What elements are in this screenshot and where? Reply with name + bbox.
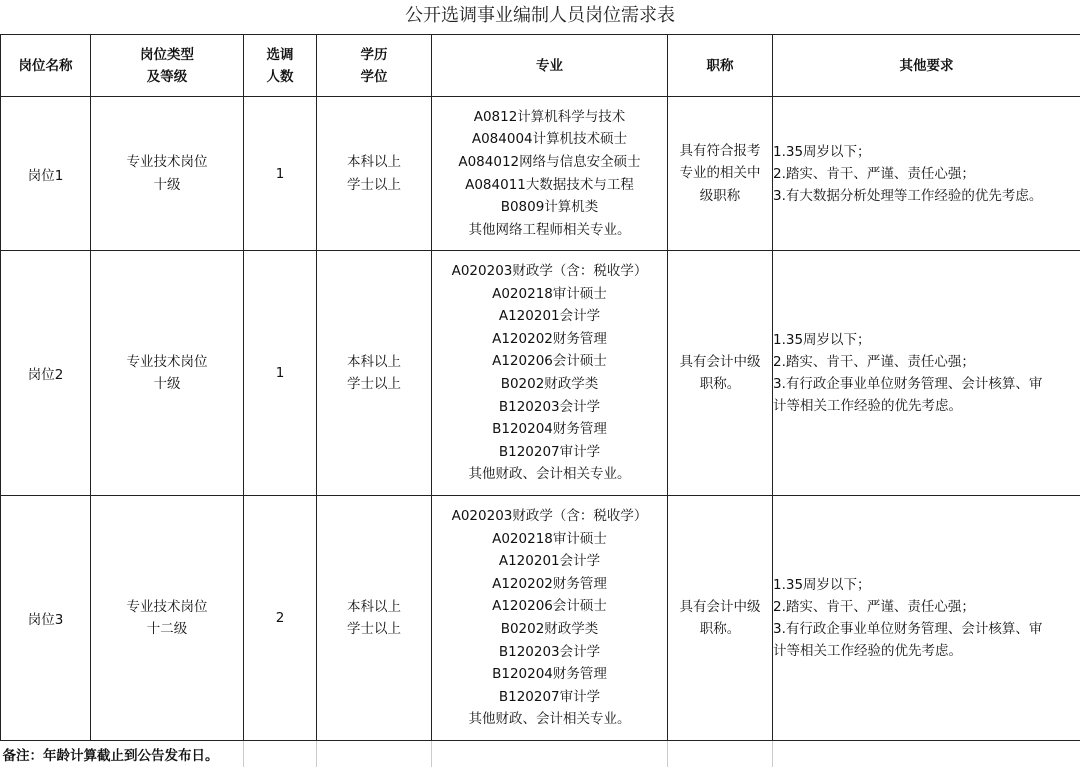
header-count: 选调 人数 <box>244 35 317 97</box>
post-type-cell <box>91 496 244 741</box>
majors-line: B0809计算机类 <box>432 196 667 219</box>
majors-line: 其他网络工程师相关专业。 <box>432 219 667 242</box>
type-line: 十级 <box>91 373 243 396</box>
header-major: 专业 <box>432 35 668 97</box>
header-title-req: 职称 <box>668 35 773 97</box>
other-line: 3.有行政企事业单位财务管理、会计核算、审 <box>773 618 1080 640</box>
majors-line: B120204财务管理 <box>432 663 667 686</box>
majors-line: A084011大数据技术与工程 <box>432 174 667 197</box>
education-cell <box>317 496 432 741</box>
type-line: 十二级 <box>91 618 243 641</box>
post-name-cell: 岗位2 <box>1 251 91 496</box>
title_req-line: 具有符合报考 <box>668 140 772 163</box>
majors-line: 其他财政、会计相关专业。 <box>432 708 667 731</box>
post-type-cell <box>91 97 244 251</box>
majors-line: A020203财政学（含：税收学） <box>432 260 667 283</box>
majors-line: 其他财政、会计相关专业。 <box>432 463 667 486</box>
other-req-cell <box>773 251 1080 496</box>
other-line: 计等相关工作经验的优先考虑。 <box>773 395 1080 417</box>
post-name-cell: 岗位1 <box>1 97 91 251</box>
education-cell <box>317 97 432 251</box>
education-line: 学士以上 <box>317 174 431 197</box>
majors-line: A120202财务管理 <box>432 328 667 351</box>
page-title: 公开选调事业编制人员岗位需求表 <box>0 0 1080 34</box>
type-line: 专业技术岗位 <box>91 351 243 374</box>
other-req-cell <box>773 496 1080 741</box>
education-cell <box>317 251 432 496</box>
majors-line: B0202财政学类 <box>432 373 667 396</box>
other-line: 计等相关工作经验的优先考虑。 <box>773 640 1080 662</box>
count-cell: 2 <box>244 496 317 741</box>
title_req-line: 具有会计中级 <box>668 596 772 619</box>
majors-line: A120206会计硕士 <box>432 350 667 373</box>
education-line: 本科以上 <box>317 596 431 619</box>
table-row <box>1 496 1080 741</box>
other-req-cell <box>773 97 1080 251</box>
title-req-cell <box>668 251 773 496</box>
majors-line: B120207审计学 <box>432 686 667 709</box>
post-type-cell <box>91 251 244 496</box>
title_req-line: 职称。 <box>668 373 772 396</box>
type-line: 十级 <box>91 174 243 197</box>
other-line: 3.有大数据分析处理等工作经验的优先考虑。 <box>773 185 1080 207</box>
majors-line: B0202财政学类 <box>432 618 667 641</box>
education-line: 本科以上 <box>317 151 431 174</box>
majors-line: A120206会计硕士 <box>432 595 667 618</box>
majors-line: A084012网络与信息安全硕士 <box>432 151 667 174</box>
header-education: 学历 学位 <box>317 35 432 97</box>
other-line: 2.踏实、肯干、严谨、责任心强； <box>773 351 1080 373</box>
title_req-line: 具有会计中级 <box>668 351 772 374</box>
type-line: 专业技术岗位 <box>91 151 243 174</box>
post-name-cell: 岗位3 <box>1 496 91 741</box>
other-line: 1.35周岁以下； <box>773 141 1080 163</box>
note-text: 备注：年龄计算截止到公告发布日。 <box>1 741 244 767</box>
title-req-cell <box>668 97 773 251</box>
type-line: 专业技术岗位 <box>91 596 243 619</box>
other-line: 1.35周岁以下； <box>773 574 1080 596</box>
majors-line: A0812计算机科学与技术 <box>432 106 667 129</box>
majors-line: B120204财务管理 <box>432 418 667 441</box>
majors-line: A084004计算机技术硕士 <box>432 128 667 151</box>
major-cell <box>432 97 668 251</box>
note-row <box>1 741 1080 767</box>
education-line: 本科以上 <box>317 351 431 374</box>
header-post-type: 岗位类型 及等级 <box>91 35 244 97</box>
majors-line: B120203会计学 <box>432 396 667 419</box>
requirements-table <box>0 34 1080 767</box>
other-line: 2.踏实、肯干、严谨、责任心强； <box>773 163 1080 185</box>
other-line: 1.35周岁以下； <box>773 329 1080 351</box>
table-row <box>1 97 1080 251</box>
title_req-line: 级职称 <box>668 185 772 208</box>
majors-line: A120201会计学 <box>432 305 667 328</box>
majors-line: A020203财政学（含：税收学） <box>432 505 667 528</box>
count-cell: 1 <box>244 97 317 251</box>
major-cell <box>432 251 668 496</box>
majors-line: A020218审计硕士 <box>432 283 667 306</box>
title_req-line: 专业的相关中 <box>668 162 772 185</box>
table-row <box>1 251 1080 496</box>
education-line: 学士以上 <box>317 373 431 396</box>
other-line: 2.踏实、肯干、严谨、责任心强； <box>773 596 1080 618</box>
majors-line: A020218审计硕士 <box>432 528 667 551</box>
majors-line: A120201会计学 <box>432 550 667 573</box>
majors-line: B120207审计学 <box>432 441 667 464</box>
majors-line: A120202财务管理 <box>432 573 667 596</box>
majors-line: B120203会计学 <box>432 641 667 664</box>
header-other: 其他要求 <box>773 35 1080 97</box>
title-req-cell <box>668 496 773 741</box>
count-cell: 1 <box>244 251 317 496</box>
other-line: 3.有行政企事业单位财务管理、会计核算、审 <box>773 373 1080 395</box>
title_req-line: 职称。 <box>668 618 772 641</box>
major-cell <box>432 496 668 741</box>
header-post-name: 岗位名称 <box>1 35 91 97</box>
education-line: 学士以上 <box>317 618 431 641</box>
header-row <box>1 35 1080 97</box>
